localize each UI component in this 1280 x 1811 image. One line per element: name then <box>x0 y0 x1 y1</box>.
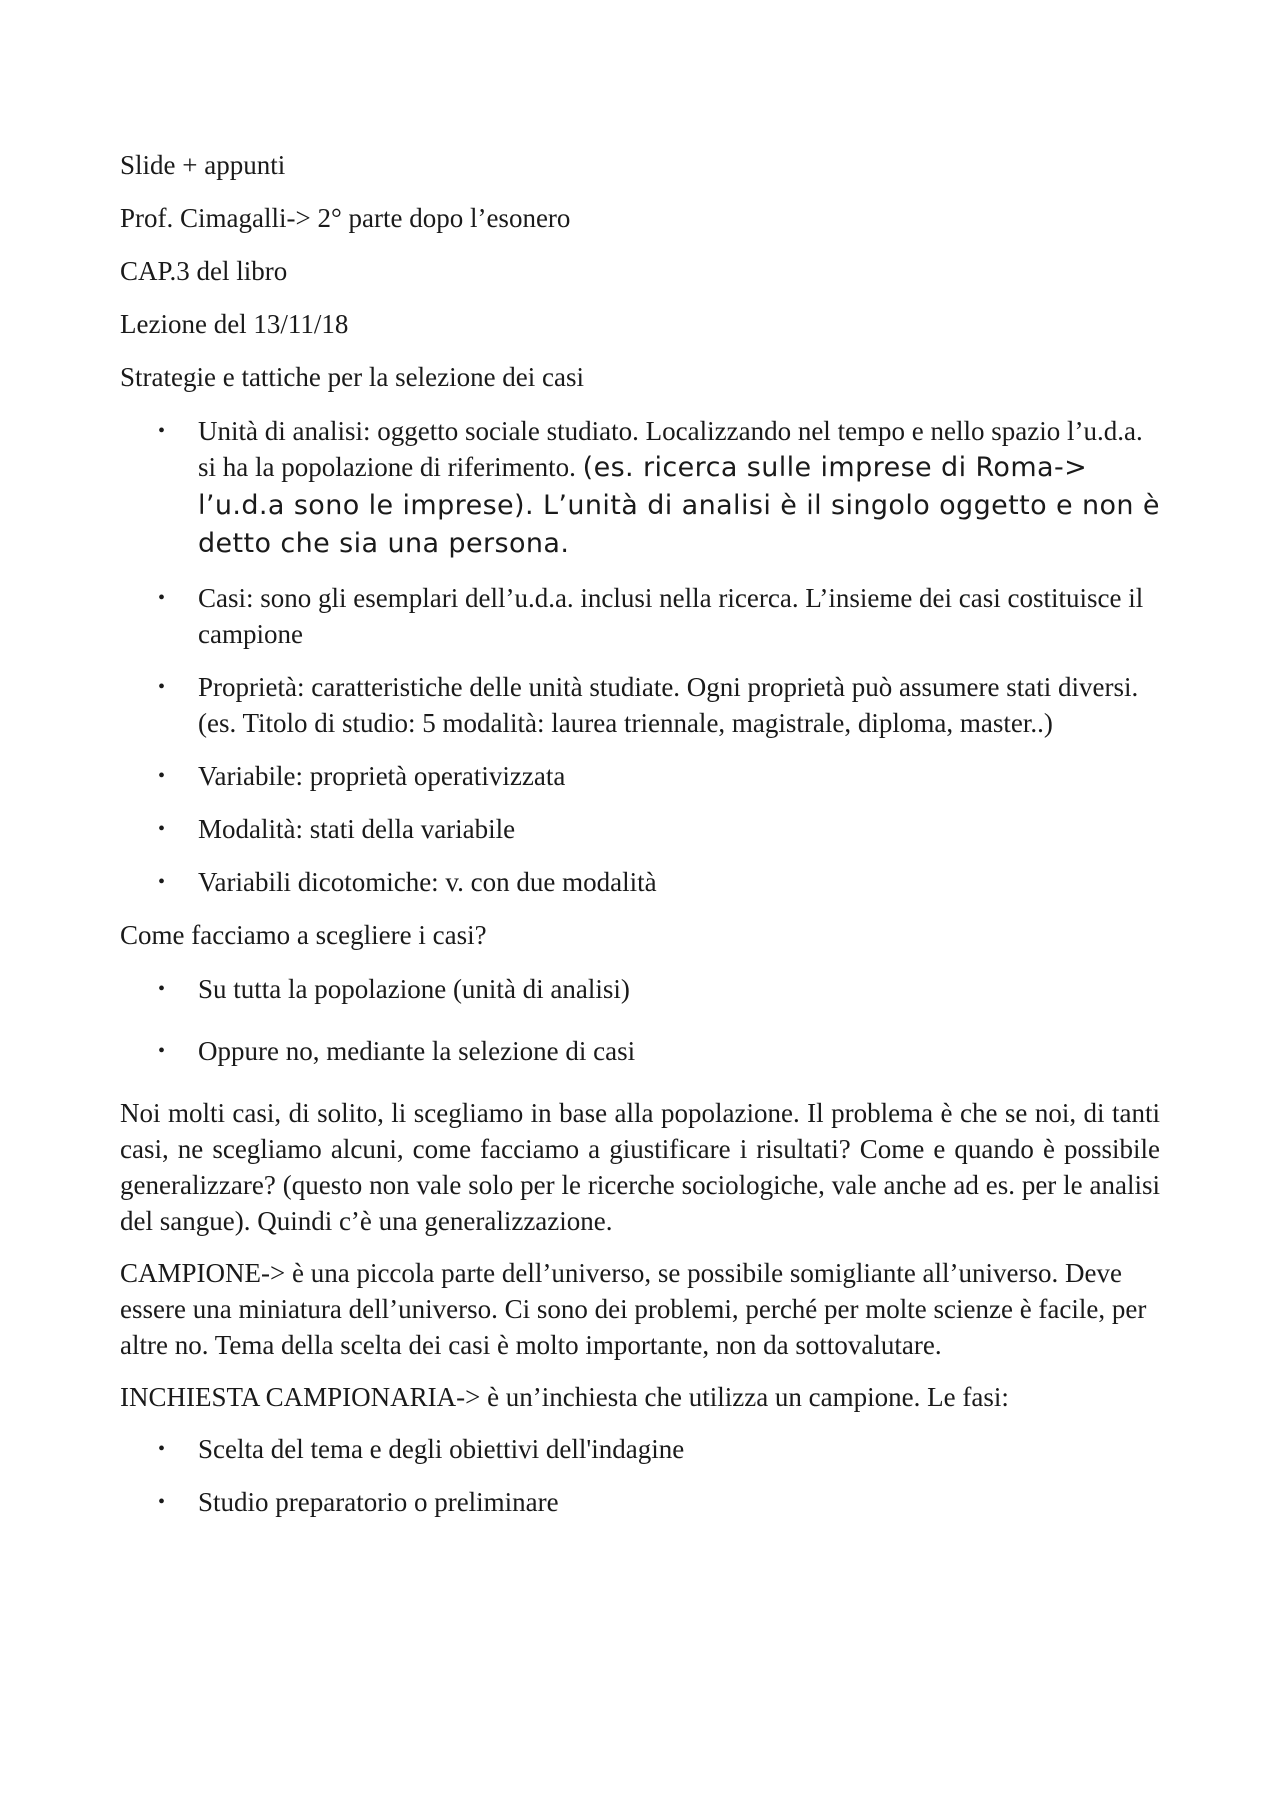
list-item-theme-choice <box>120 1431 1160 1467</box>
whole-population-text: Su tutta la popolazione (unità di analisi) <box>198 974 630 1004</box>
bullet-icon: • <box>158 1040 166 1062</box>
bullet-icon: • <box>158 765 166 787</box>
bullet-icon: • <box>158 1491 166 1513</box>
bullet-icon: • <box>158 420 166 442</box>
unit-of-analysis-text: Unità di analisi: oggetto sociale studiato. Localizzando nel tempo e nello spazio l’u.d.a. si ha la popolazione di riferimento. <box>198 416 1143 482</box>
unit-of-analysis-example: (es. ricerca sulle imprese di Roma-> l’u.d.a sono le imprese). L’unità di analisi è il singolo oggetto e non è detto che sia una persona. <box>198 452 1160 559</box>
bullet-icon: • <box>158 871 166 893</box>
variable-text: Variabile: proprietà operativizzata <box>198 761 566 791</box>
list-item-properties <box>120 669 1160 741</box>
selection-question: Come facciamo a scegliere i casi? <box>120 920 487 950</box>
properties-text: Proprietà: caratteristiche delle unità studiate. Ogni proprietà può assumere stati diversi. (es. Titolo di studio: 5 modalità: laurea triennale, magistrale, diploma, master..) <box>198 672 1139 738</box>
definitions-list <box>120 413 1160 900</box>
list-item-preliminary-study <box>120 1484 1160 1520</box>
bullet-icon: • <box>158 818 166 840</box>
list-item-whole-population <box>120 971 1160 1007</box>
document-page <box>120 148 1160 1538</box>
list-item-cases <box>120 580 1160 652</box>
preliminary-study-text: Studio preparatorio o preliminare <box>198 1487 559 1517</box>
selection-list <box>120 971 1160 1069</box>
header-line-slide: Slide + appunti <box>120 150 286 180</box>
list-item-variable <box>120 758 1160 794</box>
list-item-modality <box>120 811 1160 847</box>
section-title-strategies: Strategie e tattiche per la selezione dei casi <box>120 362 585 392</box>
list-item-dichotomous-variables <box>120 864 1160 900</box>
dichotomous-variables-text: Variabili dicotomiche: v. con due modalità <box>198 867 657 897</box>
header-line-lesson-date: Lezione del 13/11/18 <box>120 309 349 339</box>
case-selection-text: Oppure no, mediante la selezione di casi <box>198 1036 636 1066</box>
paragraph-sample: CAMPIONE-> è una piccola parte dell’universo, se possibile somigliante all’universo. Deve essere una miniatura dell’universo. Ci sono dei problemi, perché per molte scienze è facile, per altre no. Tema della scelta dei casi è molto importante, non da sottovalutare. <box>120 1258 1147 1360</box>
modality-text: Modalità: stati della variabile <box>198 814 516 844</box>
phases-list <box>120 1431 1160 1520</box>
list-item-unit-of-analysis <box>120 413 1160 563</box>
bullet-icon: • <box>158 1438 166 1460</box>
header-line-professor: Prof. Cimagalli-> 2° parte dopo l’esonero <box>120 203 571 233</box>
header-line-chapter: CAP.3 del libro <box>120 256 288 286</box>
bullet-icon: • <box>158 676 166 698</box>
list-item-case-selection <box>120 1033 1160 1069</box>
bullet-icon: • <box>158 587 166 609</box>
paragraph-generalization: Noi molti casi, di solito, li scegliamo in base alla popolazione. Il problema è che se noi, di tanti casi, ne scegliamo alcuni, come facciamo a giustificare i risultati? Come e quando è possibile generalizzare? (questo non vale solo per le ricerche sociologiche, vale anche ad es. per le analisi del sangue). Quindi c’è una generalizzazione. <box>120 1098 1160 1236</box>
bullet-icon: • <box>158 978 166 1000</box>
paragraph-sample-survey: INCHIESTA CAMPIONARIA-> è un’inchiesta che utilizza un campione. Le fasi: <box>120 1382 1009 1412</box>
cases-text: Casi: sono gli esemplari dell’u.d.a. inclusi nella ricerca. L’insieme dei casi costituisce il campione <box>198 583 1144 649</box>
theme-choice-text: Scelta del tema e degli obiettivi dell'indagine <box>198 1434 685 1464</box>
